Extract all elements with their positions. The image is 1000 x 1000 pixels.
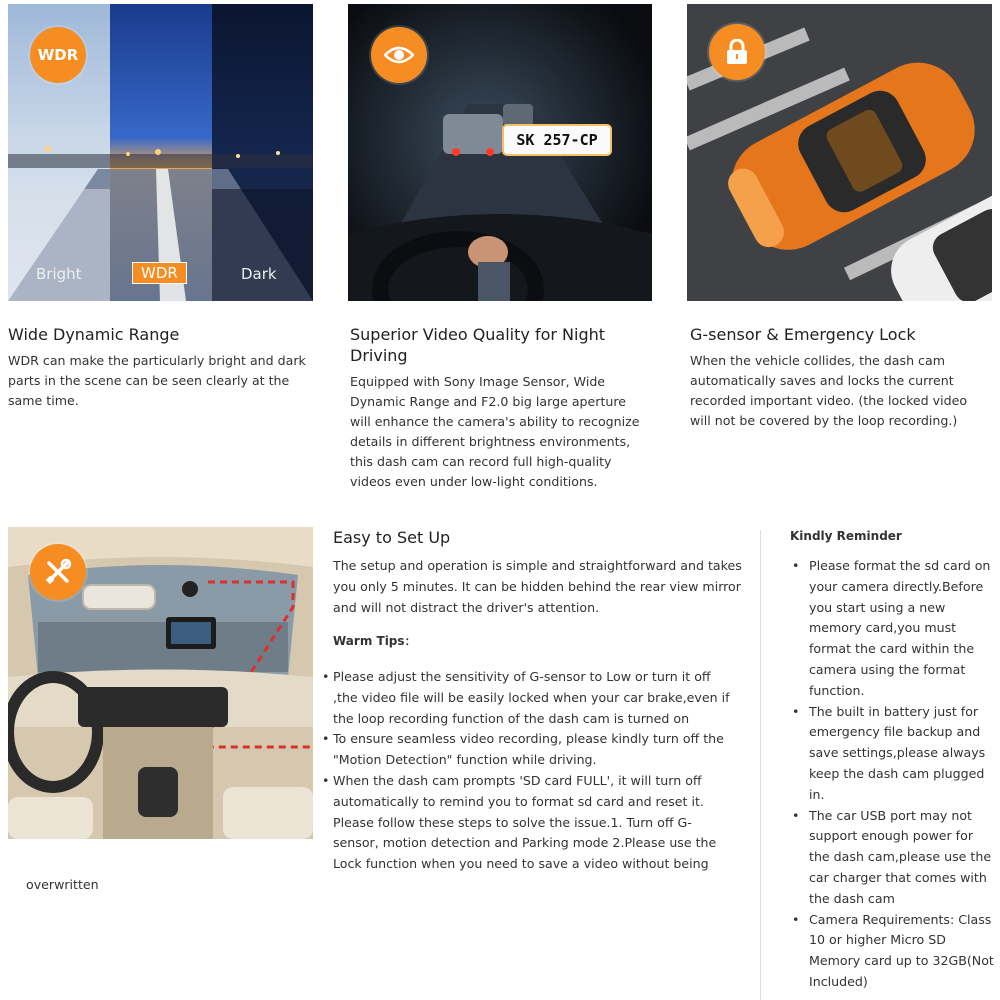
eye-icon bbox=[384, 45, 414, 65]
list-item: • When the dash cam prompts 'SD card FULL', it will turn off automatically to remind you to format sd card and reset it. Please follow these steps to solve the issue.1. Turn off G-sensor, motion detection and Parking mode 2.Please use the Lock function when you need to save a video without being bbox=[322, 771, 732, 875]
setup-description: The setup and operation is simple and straightforward and takes you only 5 minutes. It can be hidden behind the rear view mirror and will not distract the driver's attention. bbox=[333, 558, 742, 615]
warm-tips-heading: Warm Tips： bbox=[333, 634, 417, 648]
list-item: • To ensure seamless video recording, please kindly turn off the "Motion Detection" function while driving. bbox=[322, 729, 732, 771]
gsensor-description: When the vehicle collides, the dash cam automatically saves and locks the current recorded important video. (the locked video will not be covered by the loop recording.) bbox=[690, 353, 968, 428]
reminder-list bbox=[788, 556, 996, 993]
gsensor-feature-image bbox=[687, 4, 992, 301]
list-item: • The car USB port may not support enough power for the dash cam,please use the car charger that comes with the dash cam bbox=[788, 806, 996, 910]
lock-icon bbox=[725, 39, 749, 65]
list-item: • Please adjust the sensitivity of G-sensor to Low or turn it off ,the video file will be easily locked when your car brake,even if the loop recording function of the dash cam is turned on bbox=[322, 667, 732, 729]
reminder-heading: Kindly Reminder bbox=[790, 529, 902, 543]
wdr-title: Wide Dynamic Range bbox=[8, 325, 180, 344]
setup-title: Easy to Set Up bbox=[333, 528, 451, 547]
night-description: Equipped with Sony Image Sensor, Wide Dynamic Range and F2.0 big large aperture will enhance the camera's ability to recognize details in different brightness environments, this dash cam can record full high-quality videos even under low-light conditions. bbox=[350, 374, 640, 489]
night-title: Superior Video Quality for Night Driving bbox=[350, 325, 606, 365]
list-item: • The built in battery just for emergency file backup and save settings,please always keep the dash cam plugged in. bbox=[788, 702, 996, 806]
list-item: • Please format the sd card on your camera directly.Before you start using a new memory card,you must format the card within the camera using the format function. bbox=[788, 556, 996, 702]
wdr-description: WDR can make the particularly bright and dark parts in the scene can be seen clearly at the same time. bbox=[8, 353, 306, 408]
wdr-label: WDR bbox=[132, 262, 187, 284]
gsensor-title: G-sensor & Emergency Lock bbox=[690, 325, 916, 344]
tools-icon bbox=[44, 558, 72, 586]
license-plate-text: SK 257-CP bbox=[516, 131, 598, 149]
night-badge bbox=[371, 27, 427, 83]
dark-label: Dark bbox=[241, 265, 277, 283]
column-divider bbox=[760, 530, 761, 1000]
night-vision-feature-image bbox=[348, 4, 652, 301]
license-plate bbox=[502, 124, 612, 156]
wdr-badge: WDR bbox=[30, 27, 86, 83]
gsensor-badge bbox=[709, 24, 765, 80]
warm-tips-list bbox=[322, 667, 732, 875]
list-item: • Camera Requirements: Class 10 or higher Micro SD Memory card up to 32GB(Not Included) bbox=[788, 910, 996, 993]
wdr-feature-image bbox=[8, 4, 313, 301]
bright-label: Bright bbox=[36, 265, 82, 283]
setup-badge bbox=[30, 544, 86, 600]
warm-tips-overflow-text: overwritten bbox=[26, 877, 99, 892]
setup-feature-image bbox=[8, 527, 313, 839]
